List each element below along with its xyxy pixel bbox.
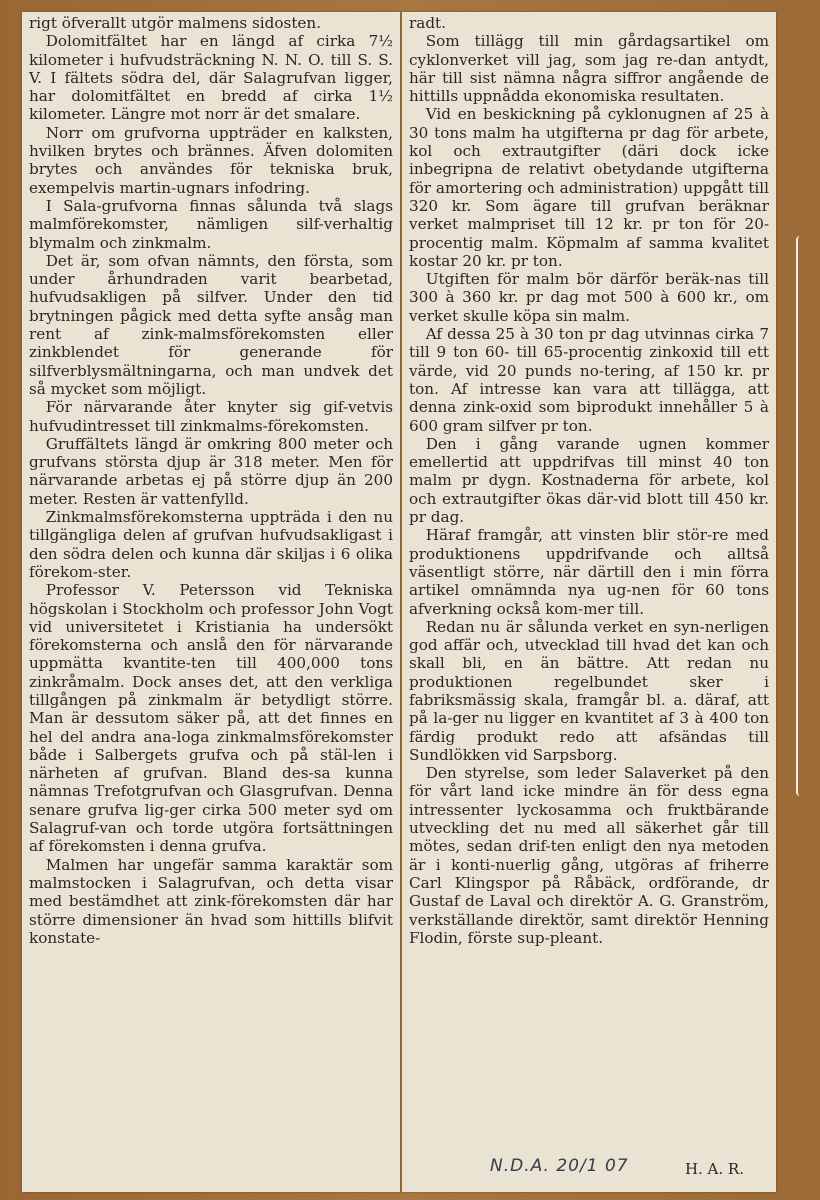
author-signature: H. A. R.	[684, 1160, 744, 1178]
paragraph: För närvarande åter knyter sig gif-vetvis hufvudintresset till zinkmalms-förekomsten.	[29, 398, 393, 435]
handwritten-note: N.D.A. 20/1 07	[490, 1156, 629, 1176]
paragraph: radt.	[409, 14, 446, 32]
paragraph: Norr om grufvorna uppträder en kalksten, hvilken brytes och brännes. Äfven dolomiten brytes och användes för tekniska bruk, exempelvis martin-ugnars infodring.	[29, 123, 393, 197]
paragraph: Af dessa 25 à 30 ton pr dag utvinnas cirka 7 till 9 ton 60- till 65-procentig zinkoxid till ett värde, vid 20 punds no-tering, af 150 kr. pr ton. Af intresse kan vara att tillägga, att denna zink-oxid som biprodukt innehåller 5 à 600 gram silfver pr ton.	[409, 325, 769, 435]
paragraph: Dolomitfältet har en längd af cirka 7½ kilometer i hufvudsträckning N. N. O. till S. S. V. I fältets södra del, där Salagrufvan ligger, har dolomitfältet en bredd af cirka 1½ kilometer. Längre mot norr är det smalare.	[29, 32, 393, 124]
paper-fold-edge	[796, 236, 808, 796]
left-column-text	[22, 12, 400, 947]
paragraph: I Sala-grufvorna finnas sålunda två slags malmförekomster, nämligen silf-verhaltig blymalm och zinkmalm.	[29, 196, 393, 252]
clipping-right-column	[402, 12, 776, 1192]
paragraph: Redan nu är sålunda verket en syn-nerligen god affär och, utvecklad till hvad det kan och skall bli, en än bättre. Att redan nu produktionen regelbundet sker i fabriksmässig skala, framgår bl. a. däraf, att på la-ger nu ligger en kvantitet af 3 à 400 ton färdig produkt redo att afsändas till Sundlökken vid Sarpsborg.	[409, 617, 769, 764]
paragraph: Utgiften för malm bör därför beräk-nas till 300 à 360 kr. pr dag mot 500 à 600 kr., om verket skulle köpa sin malm.	[409, 270, 769, 325]
paragraph: Den styrelse, som leder Salaverket på den för vårt land icke mindre än för dess egna intressenter lyckosamma och fruktbärande utveckling det nu med all säkerhet går till mötes, sedan drif-ten enligt den nya metoden är i konti-nuerlig gång, utgöras af friherre Carl Klingspor på Råbäck, ordförande, dr Gustaf de Laval och direktör A. G. Granström, verkställande direktör, samt direktör Henning Flodin, förste sup-pleant.	[409, 764, 769, 947]
clipping-left-column	[22, 12, 400, 1192]
paragraph: Den i gång varande ugnen kommer emellertid att uppdrifvas till minst 40 ton malm pr dygn. Kostnaderna för arbete, kol och extrautgifter ökas där-vid blott till 450 kr. pr dag.	[409, 434, 769, 527]
right-column-text	[402, 12, 776, 947]
paragraph: Zinkmalmsförekomsterna uppträda i den nu tillgängliga delen af grufvan hufvudsakligast i den södra delen och kunna där skiljas i 6 olika förekom-ster.	[29, 508, 393, 581]
paragraph: Professor V. Petersson vid Tekniska högskolan i Stockholm och professor John Vogt vid universitetet i Kristiania ha undersökt förekomsterna och anslå den för närvarande uppmätta kvantite-ten till 400,000 tons zinkråmalm. Dock anses det, att den verkliga tillgången på zinkmalm är betydligt större. Man är dessutom säker på, att det finnes en hel del andra ana-loga zinkmalmsförekomster både i Salbergets grufva och på stäl-len i närheten af grufvan. Bland des-sa kunna nämnas Trefotgrufvan och Glasgrufvan. Denna senare grufva lig-ger cirka 500 meter syd om Salagruf-van och torde utgöra fortsättningen af förekomsten i denna grufva.	[29, 581, 393, 856]
paragraph: Gruffältets längd är omkring 800 meter och grufvans största djup är 318 meter. Men för närvarande arbetas ej på större djup än 200 meter. Resten är vattenfylld.	[29, 434, 393, 508]
paragraph: rigt öfverallt utgör malmens sidosten.	[29, 14, 322, 32]
paragraph: Det är, som ofvan nämnts, den första, som under århundraden varit bearbetad, hufvudsakligen på silfver. Under den tid brytningen pågick med detta syfte ansåg man rent af zink-malmsförekomsten eller zinkblendet för generande för silfverblysmältningarna, och man undvek det så mycket som möjligt.	[29, 251, 393, 398]
paragraph: Malmen har ungefär samma karaktär som malmstocken i Salagrufvan, och detta visar med bestämdhet att zink-förekomsten där har större dimensioner än hvad som hittills blifvit konstate-	[29, 855, 393, 947]
paragraph: Som tillägg till min gårdagsartikel om cyklonverket vill jag, som jag re-dan antydt, här till sist nämna några siffror angående de hittills uppnådda ekonomiska resultaten.	[409, 32, 769, 106]
paragraph: Häraf framgår, att vinsten blir stör-re med produktionens uppdrifvande och alltså väsentligt större, när därtill den i min förra artikel omnämnda nya ug-nen för 60 tons afverkning också kom-mer till.	[409, 526, 769, 618]
paragraph: Vid en beskickning på cyklonugnen af 25 à 30 tons malm ha utgifterna pr dag för arbete, kol och extrautgifter (däri dock icke inbegripna de relativt obetydande utgifterna för amortering och administration) uppgått till 320 kr. Som ägare till grufvan beräknar verket malmpriset till 12 kr. pr ton för 20-procentig malm. Köpmalm af samma kvalitet kostar 20 kr. pr ton.	[409, 105, 769, 270]
